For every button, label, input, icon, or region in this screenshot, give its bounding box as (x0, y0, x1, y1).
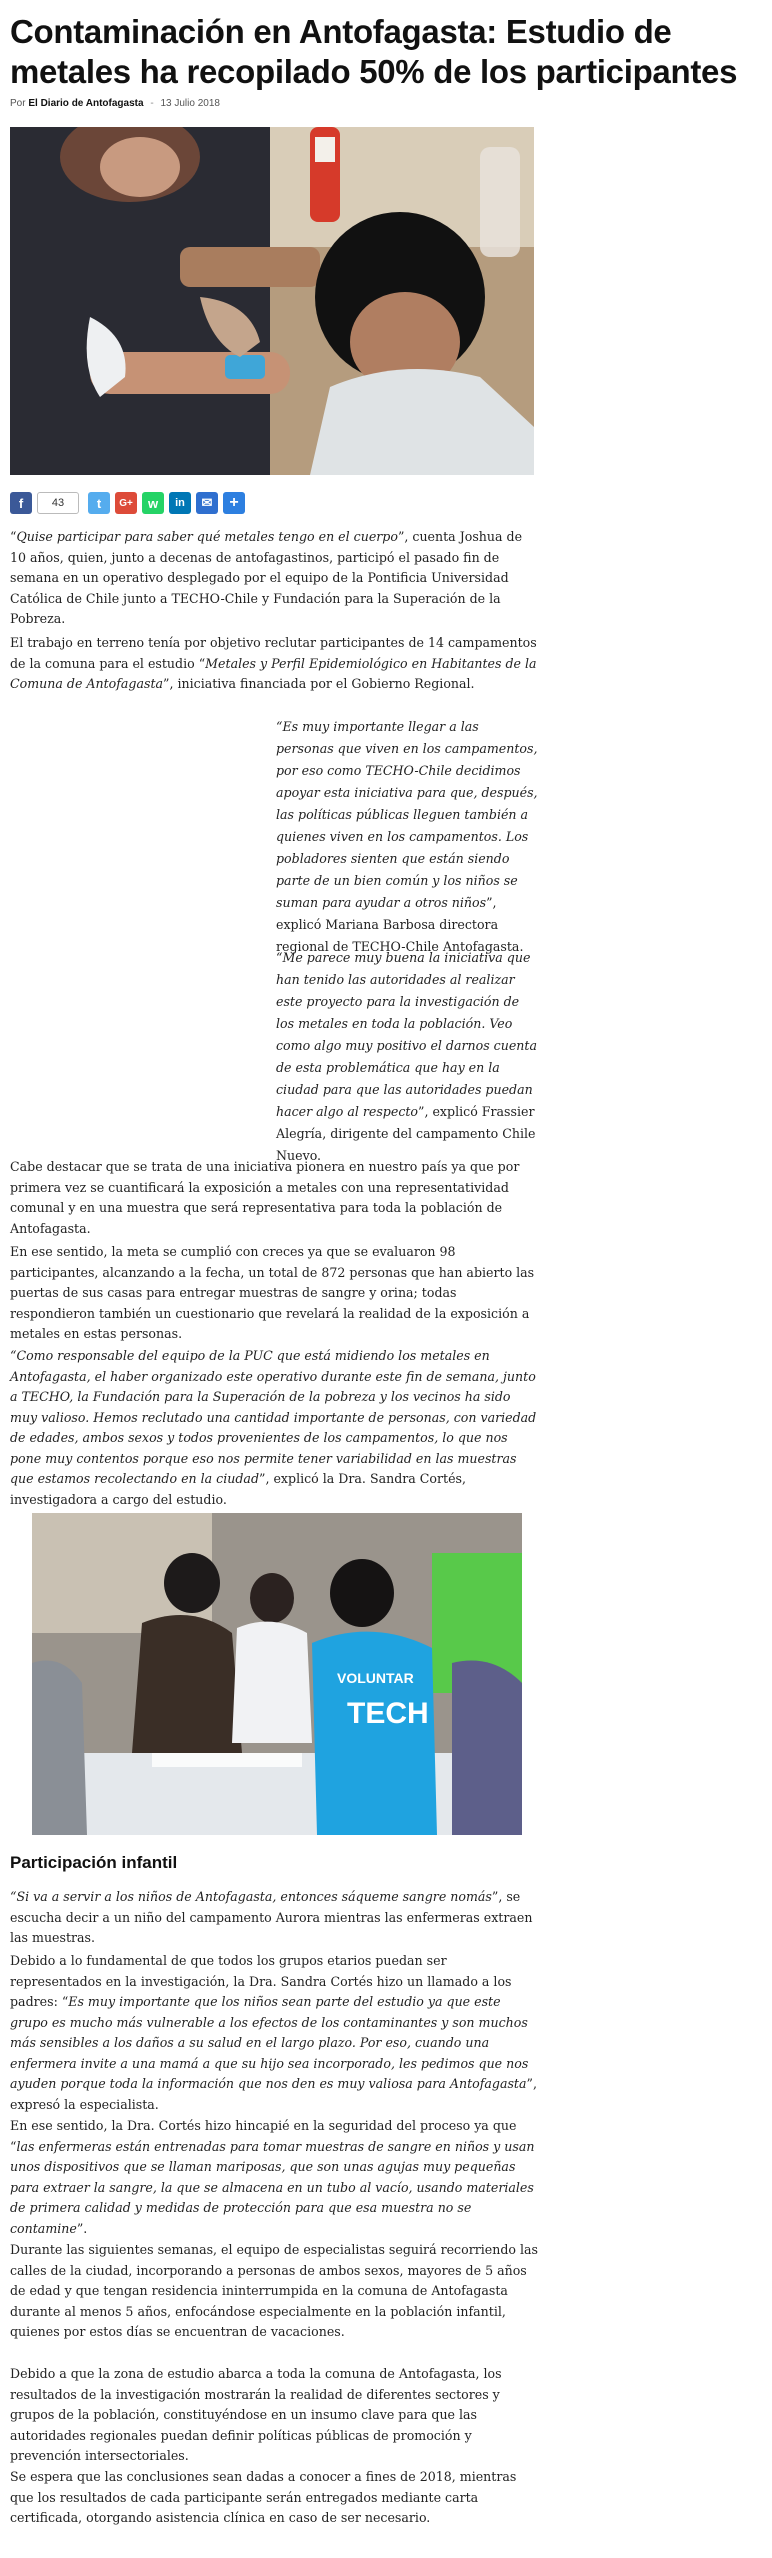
subheading-participacion: Participación infantil (10, 1853, 178, 1872)
article-title: Contaminación en Antofagasta: Estudio de metales ha recopilado 50% de los participantes (10, 13, 738, 90)
volunteers-illustration (32, 1513, 522, 1835)
whatsapp-icon[interactable]: w (142, 492, 164, 514)
article (10, 0, 770, 2525)
vest-text-techo: TECH (347, 1697, 429, 1730)
paragraph-9: Durante las siguientes semanas, el equipo de especialistas seguirá recorriendo las calles de la ciudad, incorporando a personas de ambos sexos, mayores de 5 años de edad y que tengan residencia ininterrumpida en la comuna de Antofagasta durante al menos 5 años, enfocándose especialmente en la población infantil, quienes por estos días se encuentran de vacaciones. (10, 2242, 538, 2339)
more-share-icon[interactable]: + (223, 492, 245, 514)
share-count: 43 (37, 492, 79, 514)
paragraph-2: El trabajo en terreno tenía por objetivo reclutar participantes de 14 campamentos de la comuna para el estudio “Metales y Perfil Epidemiológico en Habitantes de la Comuna de Antofagasta”, iniciativa financiada por el Gobierno Regional. (10, 635, 537, 691)
author-link[interactable]: El Diario de Antofagasta (28, 98, 144, 109)
blood-draw-illustration (10, 127, 534, 475)
article-photo-blood-draw (10, 127, 534, 475)
paragraph-11: Se espera que las conclusiones sean dadas a conocer a fines de 2018, mientras que los resultados de cada participante serán entregados mediante carta certificada, otorgando asistencia clínica en caso de ser necesario. (10, 2469, 517, 2525)
paragraph-6: “Si va a servir a los niños de Antofagasta, entonces sáqueme sangre nomás”, se escucha decir a un niño del campamento Aurora mientras las enfermeras extraen las muestras. (10, 1889, 533, 1945)
blockquote-barbosa: “Es muy importante llegar a las personas que viven en los campamentos, por eso como TECHO-Chile decidimos apoyar esta iniciativa para que, después, las políticas públicas lleguen también a quienes viven en los campamentos. Los pobladores sienten que están siendo parte de un bien común y los niños se suman para ayudar a otros niños”, explicó Mariana Barbosa directora regional de TECHO-Chile Antofagasta. (276, 719, 538, 954)
meta-separator: - (150, 98, 154, 109)
paragraph-3: Cabe destacar que se trata de una iniciativa pionera en nuestro país ya que por primera vez se cuantificará la exposición a metales con una representatividad comunal y en una muestra que será representativa para toda la población de Antofagasta. (10, 1159, 520, 1236)
email-icon[interactable]: ✉ (196, 492, 218, 514)
by-label: Por (10, 98, 26, 109)
study-name: Metales y Perfil Epidemiológico en Habitantes de la Comuna de Antofagasta (10, 655, 537, 691)
publish-date: 13 Julio 2018 (160, 98, 220, 109)
paragraph-1: “Quise participar para saber qué metales tengo en el cuerpo”, cuenta Joshua de 10 años, quien, junto a decenas de antofagastinos, participó el pasado fin de semana en un operativo desplegado por el equipo de la Pontificia Universidad Católica de Chile junto a TECHO-Chile y Fundación para la Superación de la Pobreza. (10, 529, 523, 626)
share-bar (10, 490, 245, 516)
paragraph-7: Debido a lo fundamental de que todos los grupos etarios puedan ser representados en la investigación, la Dra. Sandra Cortés hizo un llamado a los padres: “Es muy importante que los niños sean parte del estudio ya que este grupo es mucho más vulnerable a los efectos de los contaminantes y son muchos más sensibles a los daños a su salud en el largo plazo. Por eso, cuando una enfermera invite a una mamá a que su hijo sea incorporado, les pedimos que nos ayuden porque toda la información que nos den es muy valiosa para Antofagasta”, expresó la especialista. (10, 1953, 537, 2112)
article-meta (10, 98, 770, 112)
quote-joshua: Quise participar para saber qué metales tengo en el cuerpo (16, 529, 398, 544)
paragraph-5: “Como responsable del equipo de la PUC que está midiendo los metales en Antofagasta, el haber organizado este operativo durante este fin de semana, junto a TECHO, la Fundación para la Superación de la pobreza y los vecinos ha sido muy valioso. Hemos reclutado una cantidad importante de personas, con variedad de edades, ambos sexos y todos provenientes de los campamentos, lo que nos pone muy contentos porque eso nos permite tener variabilidad en las muestras que estamos recolectando en la ciudad”, explicó la Dra. Sandra Cortés, investigadora a cargo del estudio. (10, 1348, 537, 1507)
twitter-icon[interactable]: t (88, 492, 110, 514)
vest-text-voluntario: VOLUNTAR (337, 1670, 414, 1686)
linkedin-icon[interactable]: in (169, 492, 191, 514)
blockquote-alegria: “Me parece muy buena la iniciativa que han tenido las autoridades al realizar este proyecto para la investigación de los metales en toda la población. Veo como algo muy positivo el darnos cuenta de esta problemática que hay en la ciudad para que las autoridades puedan hacer algo al respecto”, explicó Frassier Alegría, dirigente del campamento Chile Nuevo. (276, 950, 537, 1163)
article-photo-volunteers (32, 1513, 522, 1835)
facebook-icon[interactable]: f (10, 492, 32, 514)
paragraph-4: En ese sentido, la meta se cumplió con creces ya que se evaluaron 98 participantes, alcanzando a la fecha, un total de 872 personas que han abierto las puertas de sus casas para entregar muestras de sangre y orina; todas respondieron también un cuestionario que revelará la realidad de la exposición a metales en estas personas. (10, 1244, 535, 1341)
paragraph-10: Debido a que la zona de estudio abarca a toda la comuna de Antofagasta, los resultados de la investigación mostrarán la realidad de diferentes sectores y grupos de la población, constituyéndose en un insumo clave para que las autoridades regionales puedan definir políticas públicas de promoción y prevención intersectoriales. (10, 2366, 502, 2463)
paragraph-8: En ese sentido, la Dra. Cortés hizo hincapié en la seguridad del proceso ya que “las enfermeras están entrenadas para tomar muestras de sangre en niños y usan unos dispositivos que se llaman mariposas, que son unas agujas muy pequeñas para extraer la sangre, la que se almacena en un tubo al vacío, usando materiales de primera calidad y medidas de protección para que esa muestra no se contamine”. (10, 2118, 535, 2236)
google-plus-icon[interactable]: G+ (115, 492, 137, 514)
